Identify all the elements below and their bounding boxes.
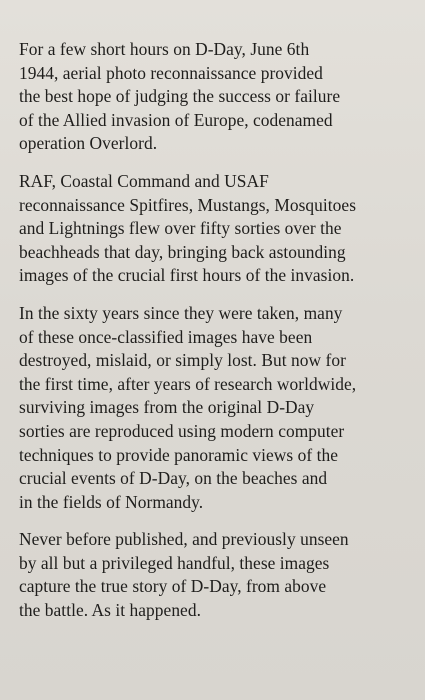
text-line: crucial events of D-Day, on the beaches and bbox=[19, 468, 328, 489]
text-line: destroyed, mislaid, or simply lost. But now for bbox=[19, 350, 346, 371]
text-line: 1944, aerial photo reconnaissance provided bbox=[19, 62, 323, 83]
paragraph-3 bbox=[19, 302, 407, 514]
text-line: In the sixty years since they were taken, many bbox=[19, 302, 343, 323]
text-line: Never before published, and previously unseen bbox=[19, 529, 349, 550]
text-line: the first time, after years of research worldwide, bbox=[19, 373, 357, 394]
text-line: the battle. As it happened. bbox=[19, 600, 201, 621]
text-line: of these once-classified images have been bbox=[19, 326, 313, 347]
paragraph-4 bbox=[19, 528, 407, 622]
text-line: beachheads that day, bringing back astounding bbox=[19, 241, 346, 262]
text-line: For a few short hours on D-Day, June 6th bbox=[19, 39, 310, 59]
text-line: the best hope of judging the success or failure bbox=[19, 86, 341, 107]
text-line: reconnaissance Spitfires, Mustangs, Mosquitoes bbox=[19, 194, 357, 215]
paragraph-1 bbox=[19, 38, 407, 156]
paragraph-2 bbox=[19, 170, 407, 288]
text-line: operation Overlord. bbox=[19, 133, 158, 154]
text-line: surviving images from the original D-Day bbox=[19, 397, 315, 418]
text-line: RAF, Coastal Command and USAF bbox=[19, 170, 269, 191]
text-line: of the Allied invasion of Europe, codenamed bbox=[19, 109, 333, 130]
text-line: by all but a privileged handful, these images bbox=[19, 552, 330, 573]
text-line: techniques to provide panoramic views of the bbox=[19, 444, 339, 465]
text-line: images of the crucial first hours of the invasion. bbox=[19, 265, 355, 286]
text-line: and Lightnings flew over fifty sorties over the bbox=[19, 218, 342, 239]
text-line: capture the true story of D-Day, from above bbox=[19, 576, 327, 597]
text-line: sorties are reproduced using modern computer bbox=[19, 420, 345, 441]
text-line: in the fields of Normandy. bbox=[19, 491, 204, 512]
